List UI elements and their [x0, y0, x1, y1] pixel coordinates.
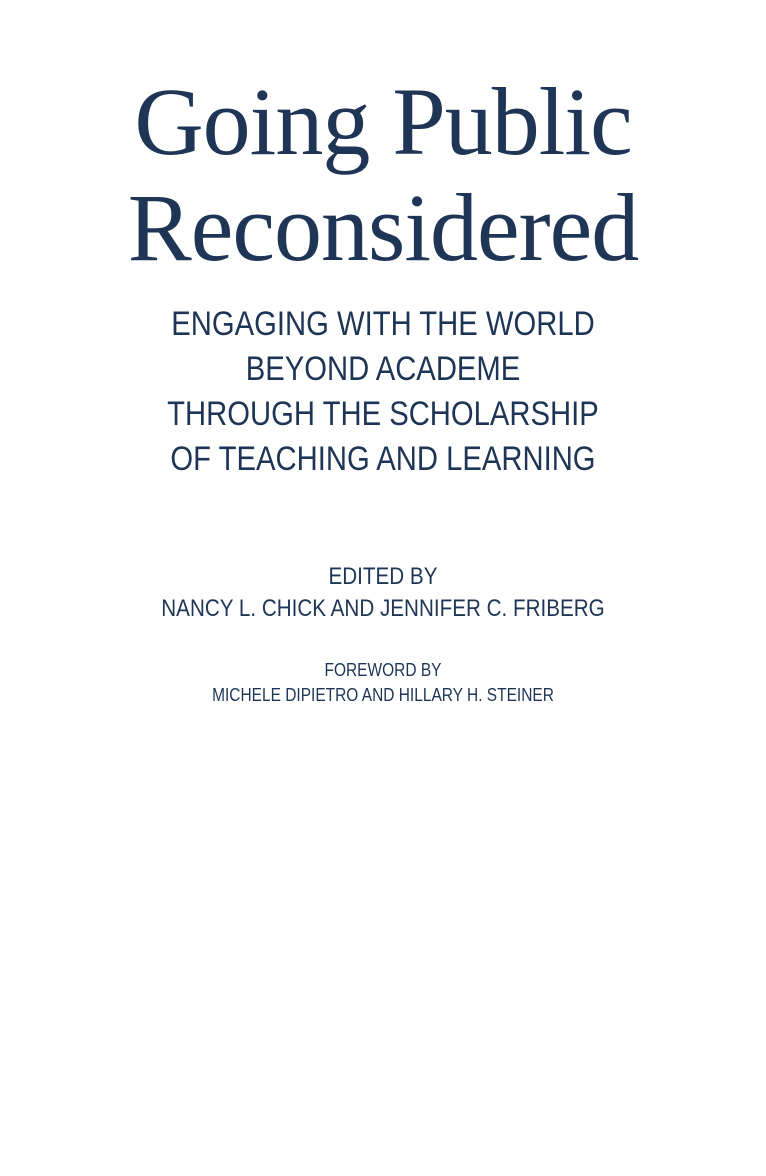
foreword-authors: MICHELE DIPIETRO AND HILLARY H. STEINER [212, 685, 554, 705]
subtitle-line-1: ENGAGING WITH THE WORLD [171, 305, 595, 343]
foreword-by-label: FOREWORD BY [324, 660, 442, 680]
subtitle-line-2: BEYOND ACADEME [245, 350, 521, 388]
book-title-line-2: Reconsidered [127, 174, 639, 281]
subtitle-line-4: OF TEACHING AND LEARNING [170, 440, 596, 478]
book-title-line-1: Going Public [134, 68, 632, 175]
book-subtitle [54, 302, 713, 482]
editors-names: NANCY L. CHICK AND JENNIFER C. FRIBERG [161, 595, 605, 622]
edited-by-label: EDITED BY [328, 563, 438, 590]
subtitle-line-3: THROUGH THE SCHOLARSHIP [167, 395, 599, 433]
